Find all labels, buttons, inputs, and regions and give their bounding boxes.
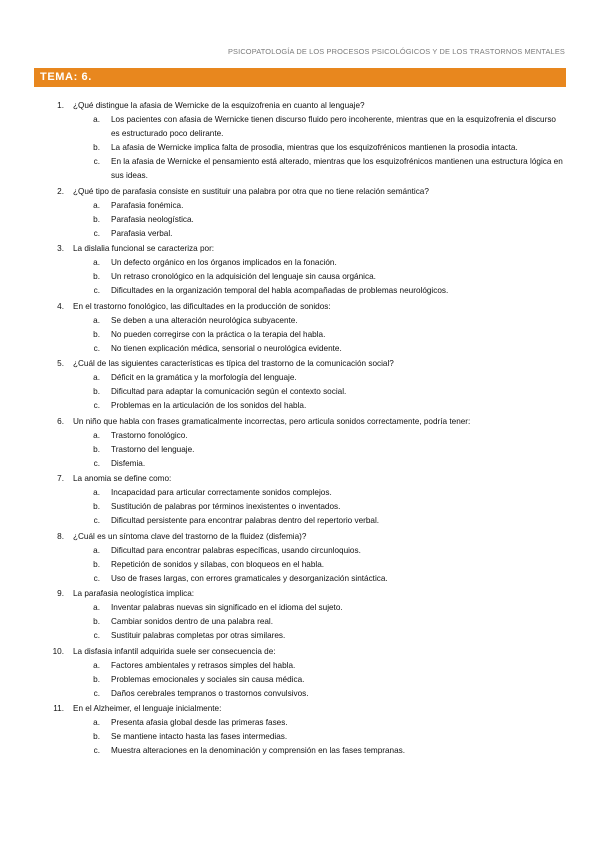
option-text: Déficit en la gramática y la morfología del lenguaje. (111, 373, 297, 382)
question-item (0, 242, 599, 298)
answer-option (0, 659, 599, 673)
question-text: ¿Qué distingue la afasia de Wernicke de la esquizofrenia en cuanto al lenguaje? (73, 101, 365, 110)
option-letter: a. (93, 115, 100, 124)
answer-option (0, 385, 599, 399)
question-number: 1. (57, 101, 64, 110)
answer-option (0, 443, 599, 457)
answer-option (0, 558, 599, 572)
answer-option (0, 270, 599, 284)
answer-option (0, 256, 599, 270)
question-item (0, 300, 599, 356)
answer-option (0, 514, 599, 528)
question-text: La disfasia infantil adquirida suele ser consecuencia de: (73, 646, 276, 656)
option-letter: c. (93, 157, 100, 166)
tema-title: TEMA: 6. (40, 71, 92, 83)
answer-option (0, 284, 599, 298)
option-text: Dificultad para encontrar palabras específicas, usando circunloquios. (111, 545, 361, 555)
option-letter: c. (93, 401, 100, 410)
option-letter: b. (93, 214, 100, 224)
answer-option (0, 744, 599, 758)
question-number: 6. (57, 416, 64, 426)
question-text: ¿Qué tipo de parafasia consiste en sustituir una palabra por otra que no tiene relación semántica? (73, 186, 429, 196)
tema-banner (34, 68, 566, 87)
question-number: 11. (53, 704, 64, 713)
option-text: Dificultades en la organización temporal del habla acompañadas de problemas neurológicos. (111, 286, 449, 295)
option-text: Se deben a una alteración neurológica subyacente. (111, 315, 298, 325)
answer-option (0, 615, 599, 629)
option-text: Inventar palabras nuevas sin significado en el idioma del sujeto. (111, 603, 343, 612)
option-text: Repetición de sonidos y sílabas, con bloqueos en el habla. (111, 559, 325, 569)
option-text: Cambiar sonidos dentro de una palabra real. (111, 617, 274, 626)
option-letter: a. (93, 430, 100, 440)
question-item (0, 415, 599, 471)
option-letter: c. (93, 746, 100, 755)
question-number: 4. (57, 301, 64, 311)
option-letter: b. (93, 143, 100, 152)
option-letter: a. (93, 200, 100, 210)
question-number: 5. (57, 359, 64, 368)
option-text: No tienen explicación médica, sensorial o neurológica evidente. (111, 343, 342, 353)
answer-option (0, 155, 599, 183)
option-letter: c. (93, 631, 100, 640)
option-letter: b. (93, 674, 100, 684)
option-text: Factores ambientales y retrasos simples del habla. (111, 660, 296, 670)
option-text: Presenta afasia global desde las primeras fases. (111, 718, 288, 727)
option-text: Dificultad para adaptar la comunicación según el contexto social. (111, 387, 347, 396)
answer-option (0, 213, 599, 227)
option-text: Un retraso cronológico en la adquisición del lenguaje sin causa orgánica. (111, 272, 376, 281)
option-letter: a. (93, 373, 100, 382)
question-number: 9. (57, 589, 64, 598)
question-text: En el trastorno fonológico, las dificultades en la producción de sonidos: (73, 301, 331, 311)
question-item (0, 530, 599, 586)
answer-option (0, 500, 599, 514)
question-text: Un niño que habla con frases gramaticalmente incorrectas, pero articula sonidos correctamente, podría tener: (73, 416, 471, 426)
answer-option (0, 113, 599, 141)
option-text: Incapacidad para articular correctamente sonidos complejos. (111, 488, 332, 497)
option-text: No pueden corregirse con la práctica o la terapia del habla. (111, 329, 326, 339)
question-number: 7. (57, 474, 64, 483)
answer-option (0, 730, 599, 744)
option-text: Uso de frases largas, con errores gramaticales y desorganización sintáctica. (111, 573, 388, 583)
option-letter: a. (93, 258, 100, 267)
option-text: Los pacientes con afasia de Wernicke tienen discurso fluido pero incoherente, mientras que en la esquizofrenia el discurso es estructurado poco delirante. (111, 115, 556, 138)
option-text: Un defecto orgánico en los órganos implicados en la fonación. (111, 258, 337, 267)
question-number: 3. (57, 244, 64, 253)
answer-option (0, 342, 599, 356)
answer-option (0, 601, 599, 615)
option-letter: b. (93, 387, 100, 396)
option-letter: b. (93, 272, 100, 281)
option-text: Sustituir palabras completas por otras similares. (111, 631, 286, 640)
answer-option (0, 328, 599, 342)
answer-option (0, 227, 599, 241)
option-text: Parafasia neologística. (111, 214, 194, 224)
question-list (0, 99, 599, 760)
option-letter: c. (93, 516, 100, 525)
option-letter: b. (93, 617, 100, 626)
option-text: La afasia de Wernicke implica falta de prosodia, mientras que los esquizofrénicos mantienen la prosodia intacta. (111, 143, 518, 152)
question-item (0, 587, 599, 643)
answer-option (0, 314, 599, 328)
question-text: La anomia se define como: (73, 474, 172, 483)
answer-option (0, 629, 599, 643)
question-text: En el Alzheimer, el lenguaje inicialmente: (73, 704, 222, 713)
answer-option (0, 399, 599, 413)
option-text: Disfemia. (111, 458, 146, 468)
option-text: Trastorno fonológico. (111, 430, 188, 440)
answer-option (0, 544, 599, 558)
answer-option (0, 572, 599, 586)
option-letter: a. (93, 488, 100, 497)
question-item (0, 645, 599, 701)
answer-option (0, 199, 599, 213)
option-text: Problemas emocionales y sociales sin causa médica. (111, 674, 305, 684)
answer-option (0, 486, 599, 500)
answer-option (0, 371, 599, 385)
question-number: 8. (57, 531, 64, 541)
option-letter: c. (93, 343, 100, 353)
question-item (0, 99, 599, 183)
option-letter: c. (93, 286, 100, 295)
option-text: En la afasia de Wernicke el pensamiento está alterado, mientras que los esquizofrénicos mantienen una estructura lógica en sus ideas. (111, 157, 563, 180)
option-text: Trastorno del lenguaje. (111, 444, 195, 454)
option-letter: a. (93, 545, 100, 555)
question-item (0, 472, 599, 528)
option-text: Se mantiene intacto hasta las fases intermedias. (111, 732, 288, 741)
option-letter: c. (93, 688, 100, 698)
question-item (0, 185, 599, 241)
question-text: La parafasia neologística implica: (73, 589, 195, 598)
answer-option (0, 673, 599, 687)
answer-option (0, 687, 599, 701)
option-letter: b. (93, 732, 100, 741)
running-header: PSICOPATOLOGÍA DE LOS PROCESOS PSICOLÓGICOS Y DE LOS TRASTORNOS MENTALES (227, 47, 565, 56)
question-text: ¿Cuál es un síntoma clave del trastorno de la fluidez (disfemia)? (73, 531, 307, 541)
option-text: Daños cerebrales tempranos o trastornos convulsivos. (111, 688, 309, 698)
option-text: Parafasia verbal. (111, 228, 173, 238)
question-number: 2. (57, 186, 64, 196)
question-text: La dislalia funcional se caracteriza por: (73, 244, 215, 253)
answer-option (0, 429, 599, 443)
question-item (0, 357, 599, 413)
option-text: Problemas en la articulación de los sonidos del habla. (111, 401, 307, 410)
option-letter: a. (93, 315, 100, 325)
question-item (0, 702, 599, 758)
question-text: ¿Cuál de las siguientes características es típica del trastorno de la comunicación social? (73, 359, 394, 368)
option-letter: a. (93, 660, 100, 670)
option-letter: b. (93, 329, 100, 339)
answer-option (0, 141, 599, 155)
option-letter: c. (93, 573, 100, 583)
option-letter: a. (93, 603, 100, 612)
option-letter: b. (93, 444, 100, 454)
answer-option (0, 716, 599, 730)
option-text: Parafasia fonémica. (111, 200, 184, 210)
option-letter: c. (93, 228, 100, 238)
option-letter: b. (93, 559, 100, 569)
option-letter: c. (93, 458, 100, 468)
option-text: Sustitución de palabras por términos inexistentes o inventados. (111, 502, 341, 511)
option-text: Muestra alteraciones en la denominación y comprensión en las fases tempranas. (111, 746, 405, 755)
option-letter: b. (93, 502, 100, 511)
option-text: Dificultad persistente para encontrar palabras dentro del repertorio verbal. (111, 516, 380, 525)
option-letter: a. (93, 718, 100, 727)
question-number: 10. (52, 646, 64, 656)
answer-option (0, 457, 599, 471)
